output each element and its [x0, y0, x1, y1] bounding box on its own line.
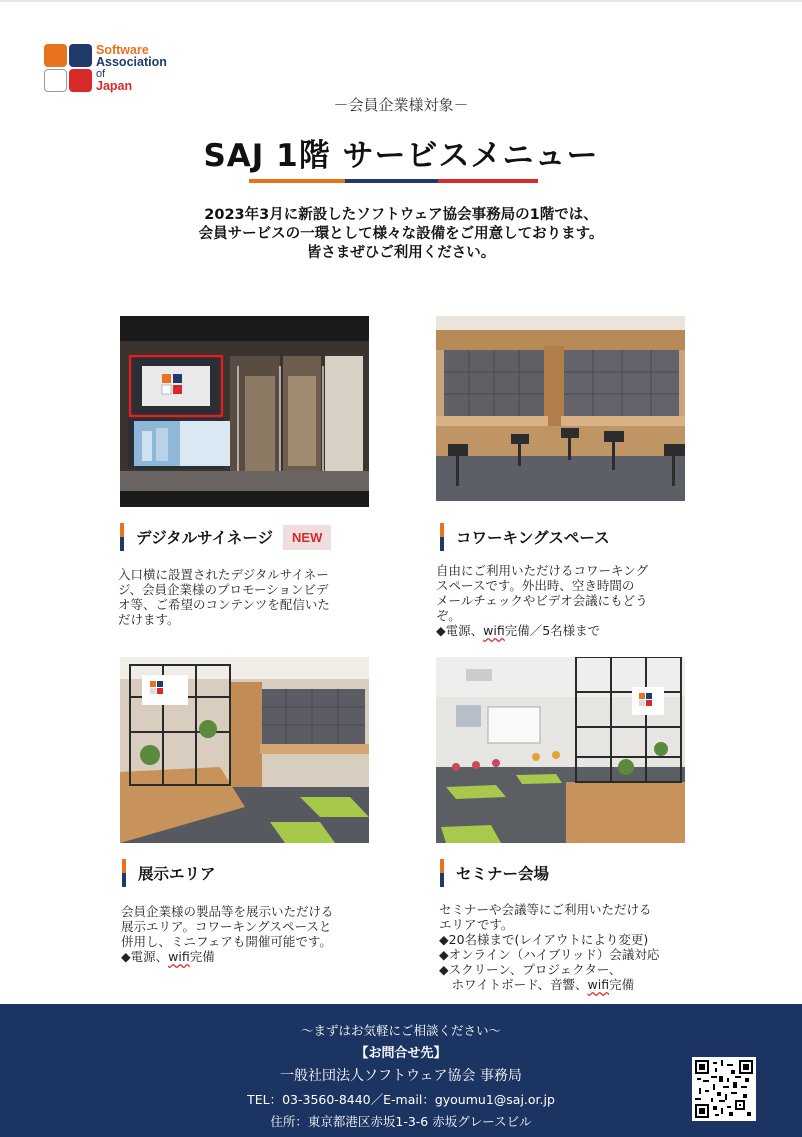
- logo-square-orange: [44, 44, 67, 67]
- exhibition-area-photo: [120, 657, 369, 843]
- description-line: ジ、会員企業様のプロモーションビデ: [118, 582, 329, 597]
- logo-square-white: [44, 69, 67, 92]
- section-title: コワーキングスペース: [456, 529, 610, 547]
- section-digital-signage-description: [118, 567, 368, 627]
- description-line: 併用し、ミニフェアも開催可能です。: [121, 934, 332, 949]
- logo-line-of: of: [96, 68, 106, 80]
- spec-suffix: 完備: [189, 949, 215, 964]
- description-line: 会員企業様の製品等を展示いただける: [121, 904, 334, 919]
- description-line: ぞ。: [436, 608, 461, 623]
- address: 住所：東京都港区赤坂1-3-6 赤坂グレースビル: [270, 1114, 532, 1129]
- logo-line-association: Association: [96, 55, 167, 69]
- description-line: だけます。: [118, 612, 180, 627]
- description-line: 入口横に設置されたデジタルサイネー: [118, 567, 329, 582]
- section-digital-signage-header: [120, 523, 331, 551]
- spec-line: [121, 949, 371, 964]
- spec-prefix: ◆電源、: [436, 623, 484, 638]
- description-line: セミナーや会議等にご利用いただける: [439, 902, 652, 917]
- logo-text: [96, 44, 167, 92]
- wifi-text: wifi: [483, 623, 505, 638]
- section-title: セミナー会場: [456, 865, 550, 883]
- section-accent-bar: [120, 523, 124, 551]
- section-accent-bar: [440, 523, 444, 551]
- description-line: オ等、ご希望のコンテンツを配信いた: [118, 597, 330, 612]
- title-underline-orange: [249, 179, 345, 183]
- page-title: SAJ 1階 サービスメニュー: [203, 138, 599, 174]
- wifi-text: wifi: [587, 977, 610, 992]
- description-line: スペースです。外出時、空き時間の: [436, 578, 635, 593]
- digital-signage-photo: [120, 316, 369, 507]
- section-coworking-description: [436, 563, 686, 638]
- description-line: ◆オンライン（ハイブリッド）会議対応: [439, 947, 660, 962]
- section-title: 展示エリア: [138, 865, 216, 883]
- description-line: 自由にご利用いただけるコワーキング: [436, 563, 649, 578]
- section-seminar-description: [439, 902, 689, 992]
- section-title: デジタルサイネージ: [136, 529, 274, 547]
- logo-square-navy: [69, 44, 92, 67]
- section-accent-bar: [440, 859, 444, 887]
- logo-line-japan: Japan: [96, 79, 133, 93]
- wifi-text: wifi: [168, 949, 190, 964]
- spec-prefix: ホワイトボード、音響、: [439, 977, 588, 992]
- logo-line-software: Software: [96, 43, 149, 57]
- spec-line: [439, 977, 689, 992]
- footer-tagline: ～まずはお気軽にご相談ください～: [300, 1023, 501, 1038]
- description-line: ◆20名様まで(レイアウトにより変更): [439, 932, 649, 947]
- saj-logo: [44, 44, 194, 96]
- organization-name: 一般社団法人ソフトウェア協会 事務局: [280, 1068, 522, 1084]
- intro-text: [0, 206, 802, 263]
- spec-suffix: 完備: [609, 977, 635, 992]
- logo-square-red: [69, 69, 92, 92]
- spec-prefix: ◆電源、: [121, 949, 169, 964]
- tel-email: TEL：03-3560-8440／E-mail：gyoumu1@saj.or.jp: [247, 1092, 555, 1107]
- section-accent-bar: [122, 859, 126, 887]
- section-exhibition-header: [122, 859, 216, 887]
- coworking-space-photo: [436, 316, 685, 501]
- seminar-venue-photo: [436, 657, 685, 843]
- section-exhibition-description: [121, 904, 371, 964]
- section-seminar-header: [440, 859, 549, 887]
- spec-suffix: 完備／5名様まで: [504, 623, 601, 638]
- intro-line: 会員サービスの一環として様々な設備をご用意しております。: [198, 226, 604, 242]
- target-subtitle: －会員企業様対象－: [333, 96, 469, 114]
- section-coworking-header: [440, 523, 610, 551]
- description-line: メールチェックやビデオ会議にもどう: [436, 593, 648, 608]
- spec-line: [436, 623, 686, 638]
- title-underline-navy: [345, 179, 438, 183]
- description-line: エリアです。: [439, 917, 514, 932]
- contact-heading: 【お問合せ先】: [355, 1046, 447, 1061]
- intro-line: 皆さまぜひご利用ください。: [306, 245, 496, 261]
- intro-line: 2023年3月に新設したソフトウェア協会事務局の1階では、: [204, 207, 598, 223]
- description-line: 展示エリア。コワーキングスペースと: [121, 919, 332, 934]
- contact-footer: [0, 1004, 802, 1137]
- title-underline-red: [438, 179, 538, 183]
- new-badge: NEW: [283, 525, 331, 550]
- qr-code-icon[interactable]: [692, 1057, 756, 1121]
- description-line: ◆スクリーン、プロジェクター、: [439, 962, 622, 977]
